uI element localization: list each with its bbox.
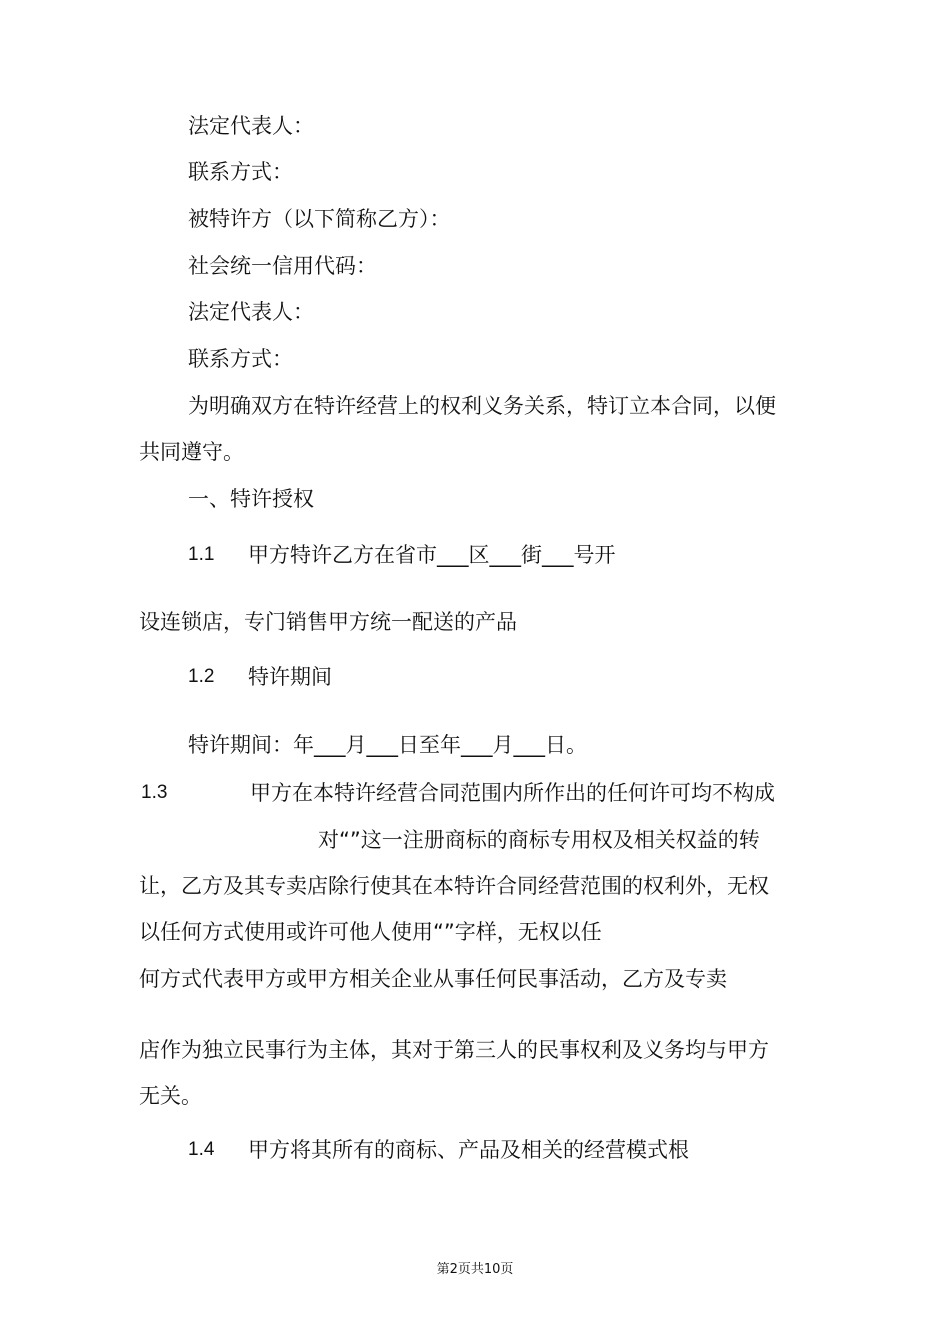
clause-1-1-text: 甲方特许乙方在省市___区___街___号开 <box>248 543 616 567</box>
clause-number-1-3: 1.3 <box>141 782 168 803</box>
clause-1-3-line-5: 何方式代表甲方或甲方相关企业从事任何民事活动，乙方及专卖 <box>139 967 727 991</box>
clause-1-4-text: 甲方将其所有的商标、产品及相关的经营模式根 <box>248 1138 689 1162</box>
contact-label-a: 联系方式： <box>188 160 293 184</box>
section-heading-1: 一、特许授权 <box>188 487 314 511</box>
clause-1-2-title: 特许期间 <box>248 665 332 689</box>
clause-1-1-continuation: 设连锁店，专门销售甲方统一配送的产品 <box>139 610 517 634</box>
page-footer: 第2页共10页 <box>436 1262 514 1277</box>
clause-1-3-line-7: 无关。 <box>139 1084 202 1108</box>
franchisee-label: 被特许方（以下简称乙方）： <box>188 207 451 231</box>
clause-1-3-line-3: 让，乙方及其专卖店除行使其在本特许合同经营范围的权利外，无权 <box>139 874 769 898</box>
preamble-line-1: 为明确双方在特许经营上的权利义务关系，特订立本合同，以便 <box>188 394 776 418</box>
contact-label-b: 联系方式： <box>188 347 293 371</box>
credit-code-label: 社会统一信用代码： <box>188 254 377 278</box>
clause-number-1-1: 1.1 <box>188 544 215 565</box>
legal-rep-label-a: 法定代表人： <box>188 114 314 138</box>
clause-1-3-line-1: 甲方在本特许经营合同范围内所作出的任何许可均不构成 <box>250 781 775 805</box>
legal-rep-label-b: 法定代表人： <box>188 300 314 324</box>
clause-number-1-2: 1.2 <box>188 666 215 687</box>
franchise-period-text: 特许期间：年___月___日至年___月___日。 <box>188 733 587 757</box>
preamble-line-2: 共同遵守。 <box>139 440 244 464</box>
clause-1-3-line-4: 以任何方式使用或许可他人使用“”字样，无权以任 <box>139 920 602 944</box>
clause-number-1-4: 1.4 <box>188 1139 215 1160</box>
clause-1-3-line-6: 店作为独立民事行为主体，其对于第三人的民事权利及义务均与甲方 <box>139 1038 769 1062</box>
clause-1-3-line-2: 对“”这一注册商标的商标专用权及相关权益的转 <box>318 828 760 852</box>
